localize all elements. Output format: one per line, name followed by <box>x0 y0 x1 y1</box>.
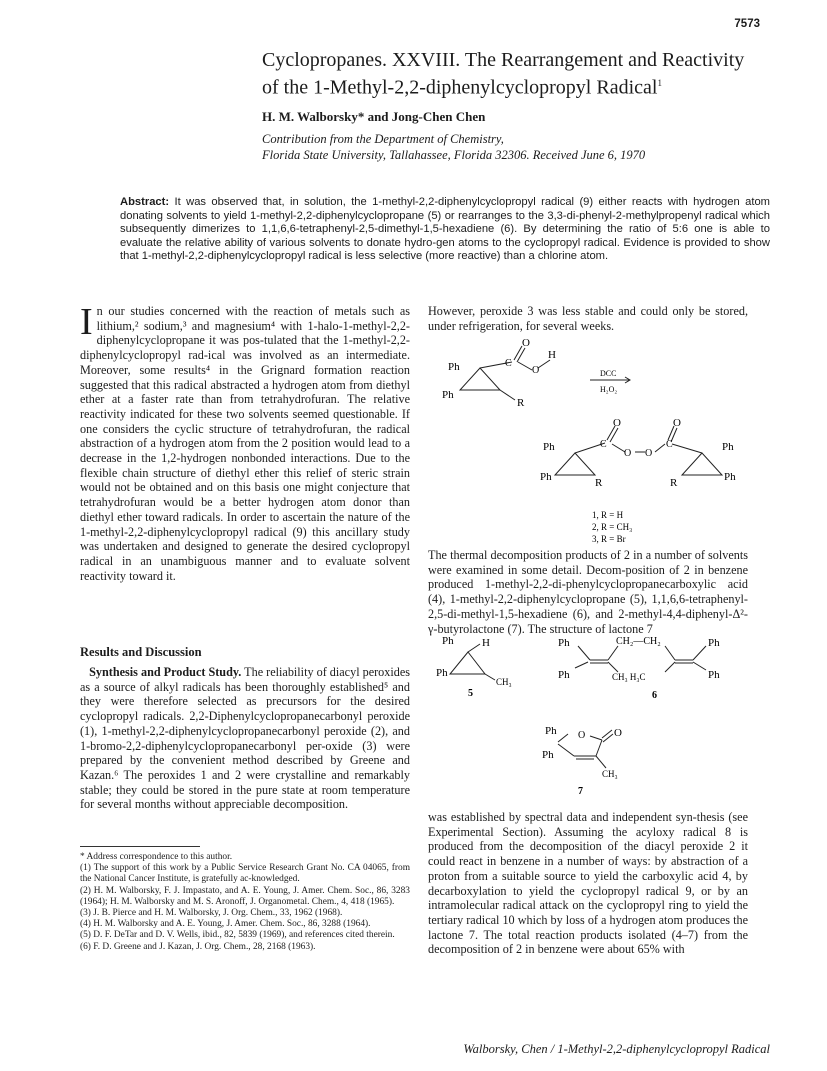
footnote: (1) The support of this work by a Public Service Research Grant No. CA 04065, from the National Cancer Institute, is gratefully ac-knowledged. <box>80 863 410 885</box>
running-footer: Walborsky, Chen / 1-Methyl-2,2-diphenylcyclopropyl Radical <box>463 1042 770 1056</box>
page-number: 7573 <box>734 18 760 30</box>
acid-h: H <box>548 349 556 361</box>
intro-text: n our studies concerned with the reaction of metals such as lithium,² sodium,³ and magnesium⁴ with 1-halo-1-methyl-2,2-diphenylcyclopropane it was pos-tulated that the 1-methyl-2,2-diphenylcyclopropyl rad-ical was involved as an intermediate. Moreover, some results⁴ in the Grignard formation reaction suggested that this radical abstracted a hydrogen atom from diethyl ether at a faster rate than from tetrahydrofuran. The relative reactivity indicated for these two solvents seemed questionable. If one considers the cyclic structure of tetrahydrofuran, the radical abstraction of a hydrogen atom from the 2 position would lead to a decrease in the 1,2-hydrogen nonbonded interactions. Due to the flexible chain structure of diethyl ether this relief of steric strain would not be obtained and on this basis one might conjecture that tetrahydrofuran would be a better hydrogen atom donor than diethyl ether toward radicals. In order to ascertain the nature of the 1-methyl-2,2-diphenylcyclopropyl radical (9) this ancillary study was undertaken and designed to generate the desired cyclopropyl radical in an unambiguous manner and to evaluate solvent reactivity toward it. <box>80 304 410 583</box>
peroxide-ph-4: Ph <box>724 471 736 483</box>
compound-legend-3: 3, R = Br <box>592 534 626 544</box>
footnote: (5) D. F. DeTar and D. V. Wells, ibid., 82, 5839 (1969), and references cited therein. <box>80 930 395 941</box>
compound-6-ph-3: Ph <box>708 637 720 649</box>
title-line-2: of the 1-Methyl-2,2-diphenylcyclopropyl Radical$^1$ <box>262 76 662 99</box>
compound-7-carbonyl-o: O <box>614 727 622 739</box>
thermal-decomposition-paragraph: The thermal decomposition products of 2 in a number of solvents were examined in some detail. Decom-position of 2 in benzene produced 1-methyl-2,2-di-phenylcyclopropanecarboxylic acid (4), 1-methyl-2,2-diphenylcyclopropane (5), 1,1,6,6-tetraphenyl-2,5-di-methyl-1,5-hexadiene (6), and 2-methyl-4,4-diphenyl-Δ²-γ-butyrolactone (7). The structure of lactone 7 <box>428 548 748 636</box>
synthesis-lead: Synthesis and Product Study. <box>89 665 242 679</box>
acid-r: R <box>517 397 525 409</box>
peroxide-c-2: C <box>666 439 673 450</box>
compound-6-ph-1: Ph <box>558 637 570 649</box>
abstract-text: It was observed that, in solution, the 1-methyl-2,2-diphenylcyclopropyl radical (9) either reacts with hydrogen atom donating solvents to yield 1-methyl-2,2-diphenylcyclopropane (5) or rearranges to the 3,3-di-phenyl-2-methylpropenyl radical which subsequently dimerizes to 1,1,6,6-tetraphenyl-2,5-dimethyl-1,5-hexadiene (6). By determining the ratio of 5:6 one is able to evaluate the relative ability of various solvents to donate hydro-gen atoms to the cyclopropyl radical. Evidence is provided to show that 1-methyl-2,2-diphenylcyclopropyl radical is less selective (more reactive) than a chlorine atom. <box>120 196 770 263</box>
affiliation-line-1: Contribution from the Department of Chemistry, <box>262 132 504 146</box>
compound-7-ph-2: Ph <box>542 749 554 761</box>
peroxide-ph-2: Ph <box>540 471 552 483</box>
section-heading: Results and Discussion <box>80 645 202 659</box>
footnote: (6) F. D. Greene and J. Kazan, J. Org. Chem., 28, 2168 (1963). <box>80 941 316 952</box>
compound-legend-1: 1, R = H <box>592 510 624 520</box>
compound-7-ch3: CH₃ <box>602 769 618 779</box>
footnote: (3) J. B. Pierce and H. M. Walborsky, J. Org. Chem., 33, 1962 (1968). <box>80 908 343 919</box>
compound-7-ph-1: Ph <box>545 725 557 737</box>
compound-6-ph-2: Ph <box>558 669 570 681</box>
acid-o-carbonyl: O <box>522 337 530 349</box>
introduction-paragraph <box>80 301 410 583</box>
peroxide-synthesis-scheme <box>440 337 760 550</box>
affiliation-line-2: Florida State University, Tallahassee, Florida 32306. Received June 6, 1970 <box>262 148 646 162</box>
title-footnote-marker: 1 <box>657 78 662 88</box>
footnote: * Address correspondence to this author. <box>80 852 233 862</box>
authors: H. M. Walborsky* and Jong-Chen Chen <box>262 109 486 124</box>
acid-o: O <box>532 365 540 376</box>
compound-7-ring-o: O <box>578 730 586 741</box>
affiliation <box>262 131 782 163</box>
abstract-label: Abstract: <box>120 196 170 208</box>
synthesis-text: The reliability of diacyl peroxides as a source of alkyl radicals has been thoroughly established⁵ and they were therefore selected as precursors for the desired cyclopropyl radicals. 2,2-Diphenylcyclopropanecarbonyl peroxide (1), 1-methyl-2,2-diphenylcyclopropanecarbonyl peroxide (2), and 1-bromo-2,2-diphenylcyclopropanecarbonyl per-oxide (3) were prepared by the convenient method described by Greene and Kazan.⁶ The peroxides 1 and 2 were crystalline and remarkably stable; they could be stored in the pure state at room temperature for several months without appreciable decomposition. <box>80 665 411 812</box>
title-line-1: Cyclopropanes. XXVIII. The Rearrangement and Reactivity <box>262 49 745 71</box>
peroxide-o-1: O <box>624 448 632 459</box>
abstract <box>120 196 770 264</box>
compound-6-structure <box>575 646 706 672</box>
compound-5-h: H <box>482 637 490 649</box>
decomposition-products-scheme <box>436 632 760 807</box>
peroxide-stability-paragraph: However, peroxide 3 was less stable and could only be stored, under refrigeration, for several weeks. <box>428 304 748 333</box>
compound-5-ph-2: Ph <box>436 667 448 679</box>
article-title <box>262 49 782 100</box>
peroxide-o-carbonyl-1: O <box>613 417 621 429</box>
footnote: (2) H. M. Walborsky, F. J. Impastato, and A. E. Young, J. Amer. Chem. Soc., 86, 3283 (1964); H. M. Walborsky and M. S. Aronoff, J. Organometal. Chem., 4, 418 (1965). <box>80 885 410 907</box>
compound-5-ch3: CH₃ <box>496 677 512 687</box>
reagent-h2o2: H₂O₂ <box>600 385 618 394</box>
peroxide-r-2: R <box>670 477 678 489</box>
acid-ph-2: Ph <box>442 389 454 401</box>
drop-cap: I <box>80 301 93 343</box>
acid-c: C <box>505 358 512 369</box>
peroxide-c-1: C <box>600 439 607 450</box>
compound-6-label: 6 <box>652 690 657 701</box>
peroxide-ph-1: Ph <box>543 441 555 453</box>
compound-legend-2: 2, R = CH₃ <box>592 522 633 532</box>
peroxide-ph-3: Ph <box>722 441 734 453</box>
compound-6-ch2-bridge: CH₂—CH₂ <box>616 636 661 647</box>
synthesis-paragraph <box>80 665 410 812</box>
reagent-dcc: DCC <box>600 369 617 378</box>
peroxide-r-1: R <box>595 477 603 489</box>
compound-6-methyls: CH₃ H₃C <box>612 672 646 682</box>
peroxide-structure <box>555 426 722 475</box>
footnote-divider <box>80 846 200 847</box>
compound-7-label: 7 <box>578 786 583 797</box>
compound-5-label: 5 <box>468 688 473 699</box>
compound-7-structure <box>558 730 613 768</box>
peroxide-o-2: O <box>645 448 653 459</box>
peroxide-o-carbonyl-2: O <box>673 417 681 429</box>
footnote: (4) H. M. Walborsky and A. E. Young, J. Amer. Chem. Soc., 86, 3288 (1964). <box>80 919 371 930</box>
acid-ph-1: Ph <box>448 361 460 373</box>
compound-5-ph-1: Ph <box>442 635 454 647</box>
compound-6-ph-4: Ph <box>708 669 720 681</box>
compound-5-structure <box>450 644 495 680</box>
footnotes <box>80 852 410 953</box>
acyloxy-radical-paragraph: was established by spectral data and independent syn-thesis (see Experimental Section). Assuming the acyloxy radical 8 is produced from the decomposition of the diacyl peroxide 2 it could react in benzene in a number of ways: by abstraction of a proton from a suitable source to yield the carboxylic acid 4, by decarboxylation to yield the cyclopropyl radical 9, or by an intramolecular radical attack on the cyclopropyl ring to yield the tertiary radical 10 which by loss of a hydrogen atom produces the lactone 7. The total reaction products isolated (4–7) from the decomposition of 2 in benzene were about 65% with <box>428 810 748 957</box>
